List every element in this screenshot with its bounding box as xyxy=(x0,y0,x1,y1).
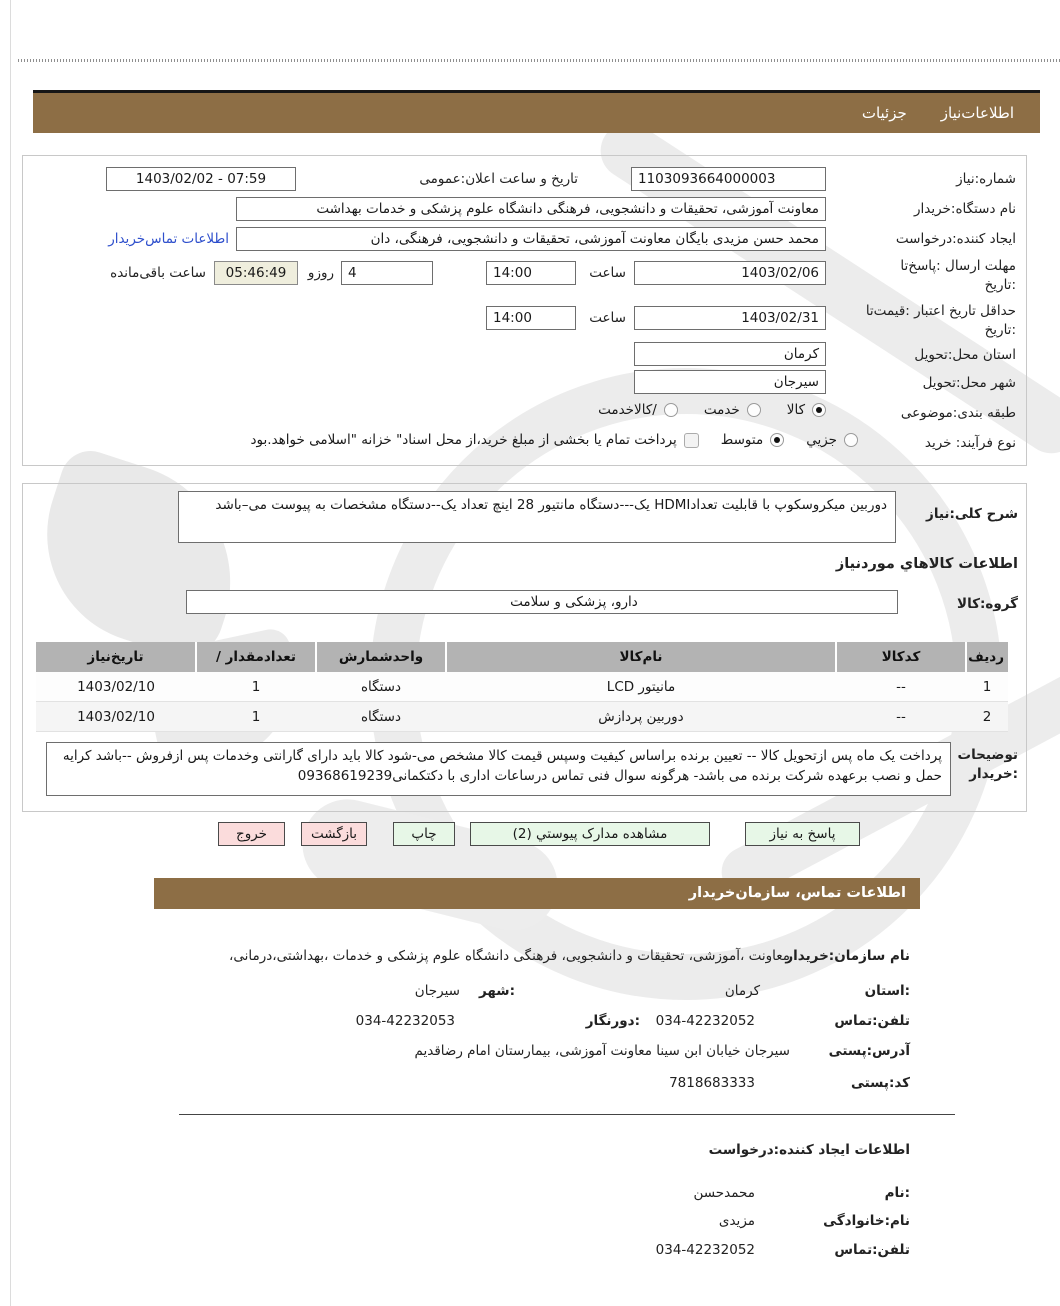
subject-classification-label: طبقه بندی:موضوعی xyxy=(900,405,1016,421)
org-name-value: معاونت ،آموزشی، تحقیقات و دانشجویی، فرهنگی دانشگاه علوم پزشکی و خدمات ،بهداشتی،درمانی، xyxy=(228,948,790,964)
deadline-hour-label: ساعت xyxy=(589,265,626,281)
buyer-notes-label xyxy=(958,746,1018,784)
creator-info-header: اطلاعات ایجاد کننده:درخواست xyxy=(708,1142,910,1158)
cell-need-date: 1403/02/10 xyxy=(36,702,196,732)
cell-unit: دستگاه xyxy=(316,702,446,732)
treasury-payment-checkbox[interactable] xyxy=(251,432,699,448)
radio-icon[interactable] xyxy=(770,433,784,447)
answer-need-button[interactable]: پاسخ به نیاز xyxy=(745,822,860,846)
need-summary-panel xyxy=(22,155,1027,466)
radio-option-goods-service[interactable] xyxy=(598,402,678,418)
price-validity-time-field[interactable]: 14:00 xyxy=(486,306,576,330)
remaining-time-countdown: 05:46:49 xyxy=(214,261,298,285)
radio-option-service[interactable] xyxy=(704,402,761,418)
delivery-province-label: استان محل:تحویل xyxy=(914,347,1016,363)
radio-label: خدمت xyxy=(703,402,740,418)
subject-classification-options xyxy=(598,402,826,418)
org-city-label: :شهر xyxy=(479,983,515,999)
remaining-time-label: ساعت باقی‌مانده xyxy=(110,265,206,281)
buyer-device-label: نام دستگاه:خریدار xyxy=(913,201,1016,217)
table-row xyxy=(36,702,1008,732)
radio-label: /کالاخدمت xyxy=(598,402,657,418)
radio-label: متوسط xyxy=(720,432,764,448)
buyer-contact-link[interactable]: اطلاعات تماس‌خریدار xyxy=(108,231,229,247)
cell-item-code: -- xyxy=(836,702,966,732)
creator-phone-value: 034-42232052 xyxy=(655,1242,755,1258)
cell-quantity: 1 xyxy=(196,672,316,702)
process-type-label: نوع فرآیند: خرید xyxy=(924,435,1016,451)
radio-option-medium[interactable] xyxy=(721,432,784,448)
request-creator-label: ایجاد کننده:درخواست xyxy=(895,231,1016,247)
price-validity-date-field[interactable]: 1403/02/31 xyxy=(634,306,826,330)
top-dotted-divider xyxy=(18,59,1060,62)
delivery-province-field[interactable]: کرمان xyxy=(634,342,826,366)
buyer-notes-label-line2: :خریدار xyxy=(969,766,1018,782)
cell-item-code: -- xyxy=(836,672,966,702)
response-deadline-date-field[interactable]: 1403/02/06 xyxy=(634,261,826,285)
radio-icon[interactable] xyxy=(747,403,761,417)
table-row xyxy=(36,672,1008,702)
items-table xyxy=(36,642,1008,732)
col-header-quantity: تعدادمقدار / xyxy=(196,642,316,672)
creator-phone-label: تلفن:تماس xyxy=(834,1242,910,1258)
remaining-days-field[interactable]: 4 xyxy=(341,261,433,285)
org-province-value: کرمان xyxy=(724,983,760,999)
radio-icon[interactable] xyxy=(812,403,826,417)
cell-need-date: 1403/02/10 xyxy=(36,672,196,702)
required-items-header: اطلاعات کالاهاي موردنیاز xyxy=(835,556,1018,572)
need-number-field[interactable]: 1103093664000003 xyxy=(631,167,826,191)
org-name-label: نام سازمان:خریدار xyxy=(785,948,910,964)
announce-datetime-field[interactable]: 07:59 - 1403/02/02 xyxy=(106,167,296,191)
cell-unit: دستگاه xyxy=(316,672,446,702)
cell-row-number: 2 xyxy=(966,702,1008,732)
items-table-header-row xyxy=(36,642,1008,672)
goods-group-field[interactable]: دارو، پزشکی و سلامت xyxy=(186,590,898,614)
need-description-textarea[interactable]: دوربین میکروسکوپ با قابلیت تعدادHDMI یک---دستگاه مانتیور 28 اینچ تعداد یک--دستگاه مشخصات به پیوست می–باشد xyxy=(178,491,896,543)
announce-datetime-label: تاریخ و ساعت اعلان:عمومی xyxy=(419,171,578,187)
org-contact-header: اطلاعات تماس، سازمان‌خریدار xyxy=(154,878,920,909)
org-fax-value: 034-42232053 xyxy=(355,1013,455,1029)
cell-item-name: مانیتور LCD xyxy=(446,672,836,702)
price-validity-label-line2: :تاریخ xyxy=(984,322,1016,338)
org-province-label: :استان xyxy=(864,983,910,999)
org-address-value: سیرجان خیابان ابن سینا معاونت آموزشی، بیمارستان امام رضاقدیم xyxy=(414,1043,790,1059)
tab-bar xyxy=(33,90,1040,133)
response-deadline-label-line1: مهلت ارسال :پاسخ‌تا xyxy=(900,258,1016,274)
back-button[interactable]: بازگشت xyxy=(301,822,367,846)
col-header-row-number: ردیف xyxy=(966,642,1008,672)
org-phone-value: 034-42232052 xyxy=(655,1013,755,1029)
left-border-line xyxy=(10,0,11,1306)
print-button[interactable]: چاپ xyxy=(393,822,455,846)
org-fax-label: :دورنگار xyxy=(585,1013,640,1029)
price-validity-label xyxy=(866,302,1016,340)
process-type-options xyxy=(251,432,858,448)
cell-row-number: 1 xyxy=(966,672,1008,702)
goods-group-label: گروه:کالا xyxy=(957,596,1018,612)
tab-need-info[interactable]: اطلاعات‌نیاز xyxy=(940,104,1014,122)
creator-first-name-value: محمدحسن xyxy=(693,1185,755,1201)
days-label: روزو xyxy=(307,265,334,281)
delivery-city-field[interactable]: سیرجان xyxy=(634,370,826,394)
org-address-label: آدرس:پستی xyxy=(828,1043,910,1059)
col-header-item-code: کدکالا xyxy=(836,642,966,672)
radio-label: کالا xyxy=(786,402,805,418)
need-items-panel xyxy=(22,483,1027,812)
col-header-item-name: نام‌کالا xyxy=(446,642,836,672)
need-number-label: شماره:نیاز xyxy=(956,171,1016,187)
creator-family-name-label: نام:خانوادگی xyxy=(823,1213,910,1229)
cell-item-name: دوربین پردازش xyxy=(446,702,836,732)
org-postal-code-label: کد:پستی xyxy=(850,1075,910,1091)
need-description-label: شرح کلی:نیاز xyxy=(926,506,1018,522)
radio-option-goods[interactable] xyxy=(787,402,826,418)
section-divider-line xyxy=(179,1114,955,1115)
price-validity-label-line1: حداقل تاریخ اعتبار :قیمت‌تا xyxy=(865,303,1016,319)
request-creator-field[interactable]: محمد حسن مزیدی بایگان معاونت آموزشی، تحقیقات و دانشجویی، فرهنگی، دان xyxy=(236,227,826,251)
buyer-notes-textarea[interactable]: پرداخت یک ماه پس ازتحویل کالا -- تعیین برنده براساس کیفیت وسپس قیمت کالا مشخص می-شود کالا باید دارای گارانتی وخدمات پس ازفروش --باشد کرایه حمل و نصب برعهده شرکت برنده می باشد- هرگونه سوال فنی تماس درساعات اداری با دکتکمانی09368619239 xyxy=(46,742,951,796)
creator-first-name-label: :نام xyxy=(884,1185,910,1201)
checkbox-label: پرداخت تمام یا بخشی از مبلغ خرید،از محل اسناد" خزانه "اسلامی خواهد.بود xyxy=(250,432,677,448)
org-city-value: سیرجان xyxy=(414,983,460,999)
response-deadline-time-field[interactable]: 14:00 xyxy=(486,261,576,285)
cell-quantity: 1 xyxy=(196,702,316,732)
org-postal-code-value: 7818683333 xyxy=(669,1075,755,1091)
radio-icon[interactable] xyxy=(664,403,678,417)
tab-details[interactable]: جزئیات xyxy=(861,104,907,122)
response-deadline-label xyxy=(900,257,1016,295)
buyer-notes-label-line1: توضیحات xyxy=(957,747,1018,763)
radio-label: جزیي xyxy=(806,432,837,448)
org-phone-label: تلفن:تماس xyxy=(834,1013,910,1029)
col-header-unit: واحدشمارش xyxy=(316,642,446,672)
validity-hour-label: ساعت xyxy=(589,310,626,326)
buyer-device-field[interactable]: معاونت آموزشی، تحقیقات و دانشجویی، فرهنگی دانشگاه علوم پزشکی و خدمات بهداشت xyxy=(236,197,826,221)
view-attached-docs-button[interactable]: مشاهده مدارک پیوستي (2) xyxy=(470,822,710,846)
col-header-need-date: تاریخ‌نیاز xyxy=(36,642,196,672)
exit-button[interactable]: خروج xyxy=(218,822,285,846)
radio-icon[interactable] xyxy=(844,433,858,447)
creator-family-name-value: مزیدی xyxy=(718,1213,755,1229)
response-deadline-label-line2: :تاریخ xyxy=(984,277,1016,293)
checkbox-icon[interactable] xyxy=(684,433,699,448)
delivery-city-label: شهر محل:تحویل xyxy=(922,375,1016,391)
radio-option-minor[interactable] xyxy=(806,432,858,448)
